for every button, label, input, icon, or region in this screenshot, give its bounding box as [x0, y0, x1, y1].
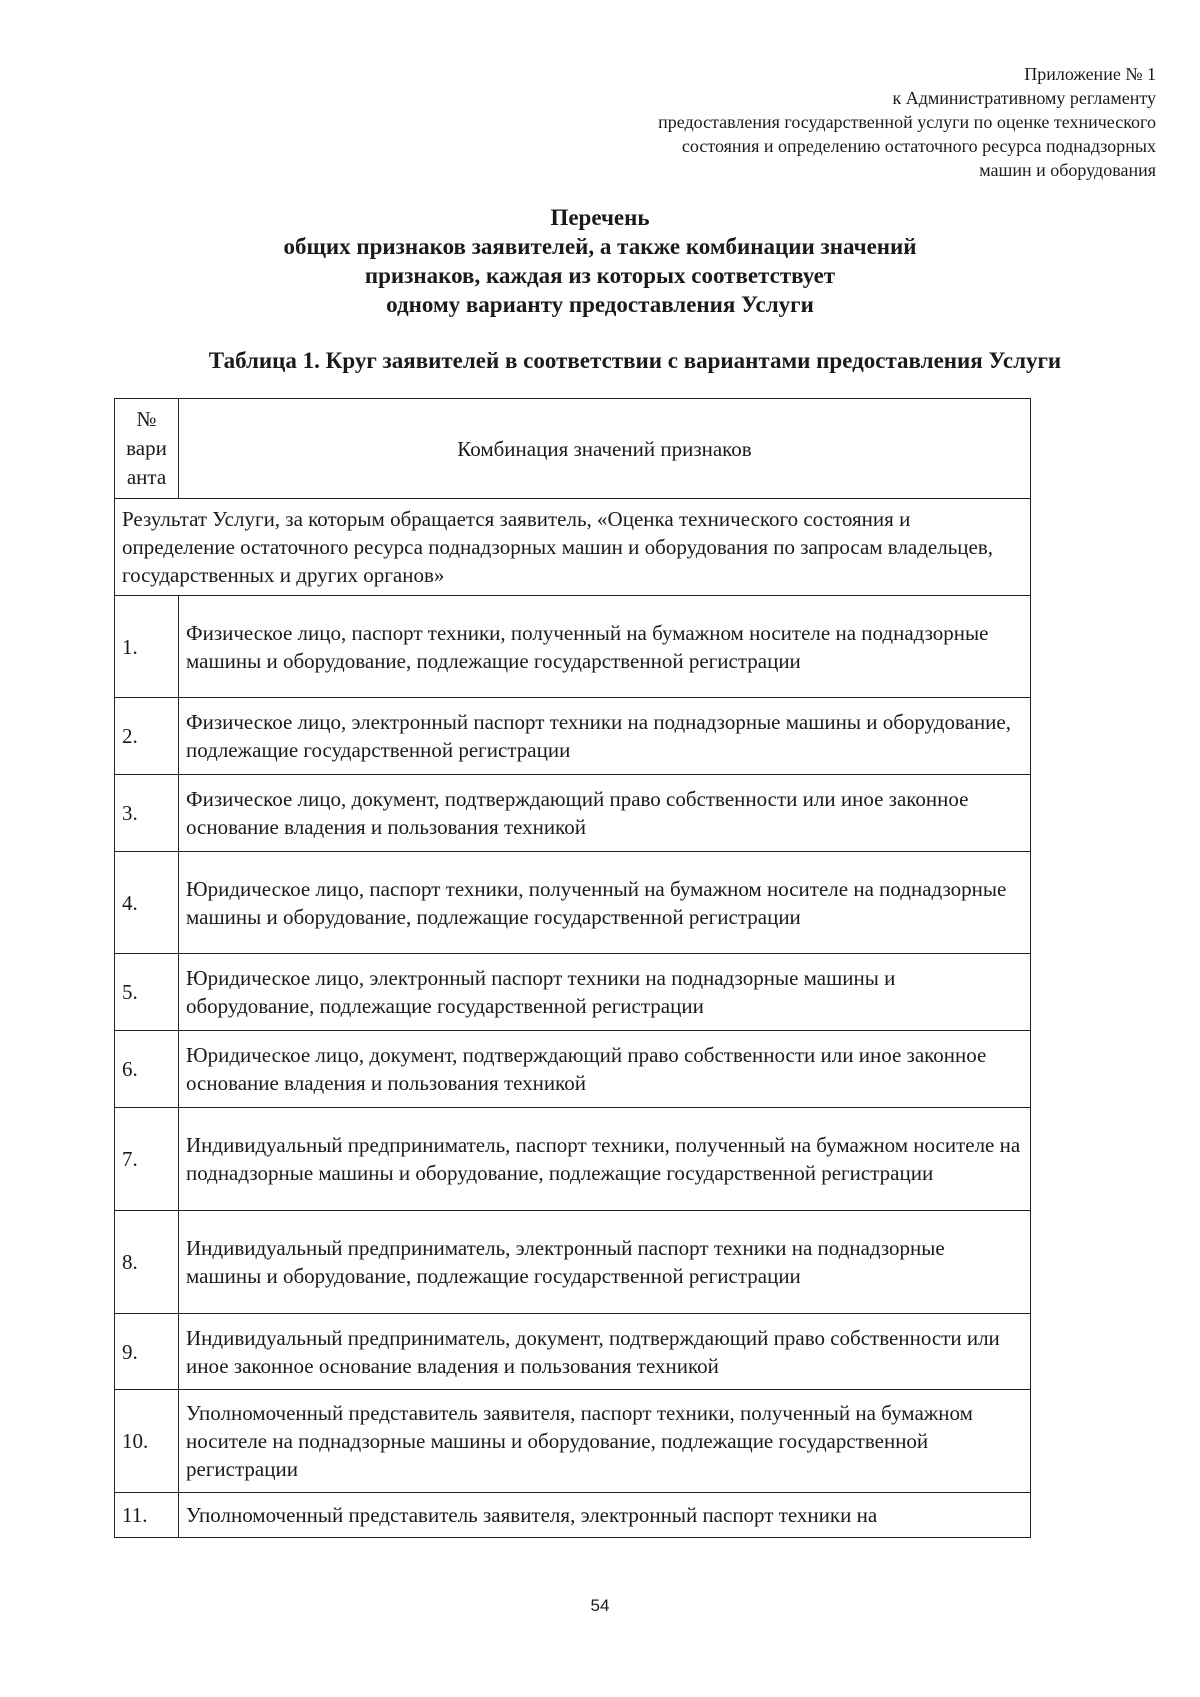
table-header-row: [115, 399, 1031, 499]
variant-number: 10.: [115, 1390, 179, 1493]
variant-text: Юридическое лицо, паспорт техники, полученный на бумажном носителе на поднадзорные машины и оборудование, подлежащие государственной регистрации: [179, 852, 1031, 954]
table-row: [115, 852, 1031, 954]
variant-text: Физическое лицо, документ, подтверждающий право собственности или иное законное основание владения и пользования техникой: [179, 775, 1031, 852]
header-variant-number: [115, 399, 179, 499]
appendix-line: Приложение № 1: [1024, 64, 1156, 84]
table-row: [115, 1031, 1031, 1108]
table-row: [115, 1108, 1031, 1211]
variant-text: Юридическое лицо, электронный паспорт техники на поднадзорные машины и оборудование, подлежащие государственной регистрации: [179, 954, 1031, 1031]
variant-number: 8.: [115, 1211, 179, 1314]
title-line: Перечень: [550, 205, 650, 230]
variant-number: 7.: [115, 1108, 179, 1211]
variant-number: 3.: [115, 775, 179, 852]
title-line: общих признаков заявителей, а также комбинации значений: [283, 234, 917, 259]
appendix-line: к Административному регламенту: [892, 88, 1156, 108]
table-row: [115, 1314, 1031, 1390]
appendix-header: [456, 62, 1156, 182]
variant-text: Индивидуальный предприниматель, документ, подтверждающий право собственности или иное законное основание владения и пользования техникой: [179, 1314, 1031, 1390]
variant-text: Физическое лицо, паспорт техники, полученный на бумажном носителе на поднадзорные машины и оборудование, подлежащие государственной регистрации: [179, 596, 1031, 698]
title-line: признаков, каждая из которых соответствует: [364, 263, 836, 288]
table-row: [115, 596, 1031, 698]
header-number-line: анта: [126, 465, 167, 489]
appendix-line: машин и оборудования: [979, 160, 1156, 180]
variant-text: Индивидуальный предприниматель, электронный паспорт техники на поднадзорные машины и оборудование, подлежащие государственной регистрации: [179, 1211, 1031, 1314]
table-row: [115, 775, 1031, 852]
variant-text: Уполномоченный представитель заявителя, паспорт техники, полученный на бумажном носителе на поднадзорные машины и оборудование, подлежащие государственной регистрации: [179, 1390, 1031, 1493]
header-number-line: №: [136, 407, 157, 431]
header-combination: Комбинация значений признаков: [179, 399, 1031, 499]
title-line: одному варианту предоставления Услуги: [386, 292, 814, 317]
table-row: [115, 954, 1031, 1031]
appendix-line: состояния и определению остаточного ресурса поднадзорных: [681, 136, 1156, 156]
variant-text: Физическое лицо, электронный паспорт техники на поднадзорные машины и оборудование, подлежащие государственной регистрации: [179, 698, 1031, 775]
variant-number: 11.: [115, 1493, 179, 1538]
table-caption: Таблица 1. Круг заявителей в соответствии с вариантами предоставления Услуги: [208, 348, 1062, 373]
variant-text: Уполномоченный представитель заявителя, электронный паспорт техники на: [179, 1493, 1031, 1538]
header-number-line: вари: [126, 436, 167, 460]
variant-text: Индивидуальный предприниматель, паспорт техники, полученный на бумажном носителе на поднадзорные машины и оборудование, подлежащие государственной регистрации: [179, 1108, 1031, 1211]
table-row: [115, 698, 1031, 775]
table-row: [115, 1211, 1031, 1314]
appendix-line: предоставления государственной услуги по оценке технического: [658, 112, 1156, 132]
variant-number: 2.: [115, 698, 179, 775]
section-row: [115, 499, 1031, 596]
page-number: 54: [590, 1596, 610, 1615]
variant-number: 6.: [115, 1031, 179, 1108]
variant-number: 5.: [115, 954, 179, 1031]
applicants-table: [114, 398, 1031, 1538]
table-row: [115, 1390, 1031, 1493]
section-result-text: Результат Услуги, за которым обращается заявитель, «Оценка технического состояния и определение остаточного ресурса поднадзорных машин и оборудования по запросам владельцев, государственных и других органов»: [115, 499, 1031, 596]
table-row: [115, 1493, 1031, 1538]
variant-text: Юридическое лицо, документ, подтверждающий право собственности или иное законное основание владения и пользования техникой: [179, 1031, 1031, 1108]
variant-number: 9.: [115, 1314, 179, 1390]
variant-number: 1.: [115, 596, 179, 698]
variant-number: 4.: [115, 852, 179, 954]
document-title: [0, 203, 1200, 319]
